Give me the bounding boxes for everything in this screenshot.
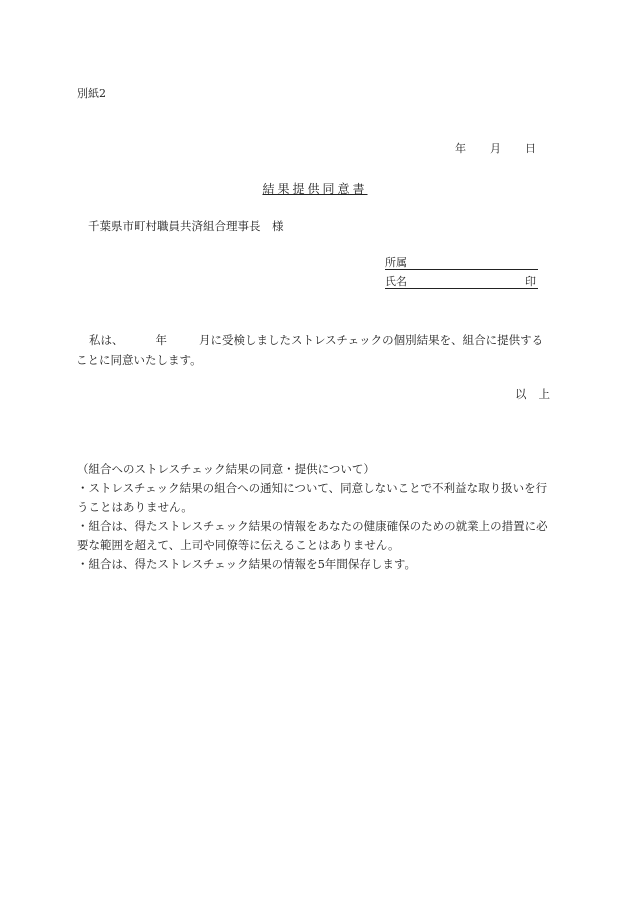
consent-part2: 月に受検しましたストレスチェックの個別結果を、組合に提供することに同意いたします。	[76, 333, 544, 367]
notes-section	[77, 460, 553, 574]
notes-heading: （組合へのストレスチェック結果の同意・提供について）	[77, 462, 375, 476]
affiliation-label: 所属	[385, 256, 407, 269]
notes-item: ・組合は、得たストレスチェック結果の情報を5年間保存します。	[77, 557, 416, 571]
date-year-label: 年	[455, 142, 466, 155]
consent-statement	[76, 330, 552, 370]
seal-mark: 印	[525, 275, 536, 288]
closing-mark	[515, 386, 550, 402]
date-month-label: 月	[490, 142, 501, 155]
consent-year-label: 年	[155, 333, 167, 347]
document-title	[0, 180, 630, 197]
affiliation-field	[385, 254, 538, 270]
document-title-text: 結果提供同意書	[262, 182, 368, 196]
addressee: 千葉県市町村職員共済組合理事長 様	[88, 219, 284, 233]
attachment-label: 別紙2	[77, 87, 106, 100]
date-line	[455, 140, 536, 156]
name-field	[385, 273, 538, 289]
date-day-label: 日	[525, 142, 536, 155]
name-label: 氏名	[385, 275, 407, 288]
notes-item: ・ストレスチェック結果の組合への通知について、同意しないことで不利益な取り扱いを行うことはありません。	[77, 481, 548, 514]
closing-second: 上	[538, 387, 550, 401]
consent-part1: 私は、	[89, 333, 124, 347]
notes-item: ・組合は、得たストレスチェック結果の情報をあなたの健康確保のための就業上の措置に必要な範囲を超えて、上司や同僚等に伝えることはありません。	[77, 519, 548, 552]
closing-first: 以	[515, 387, 527, 401]
